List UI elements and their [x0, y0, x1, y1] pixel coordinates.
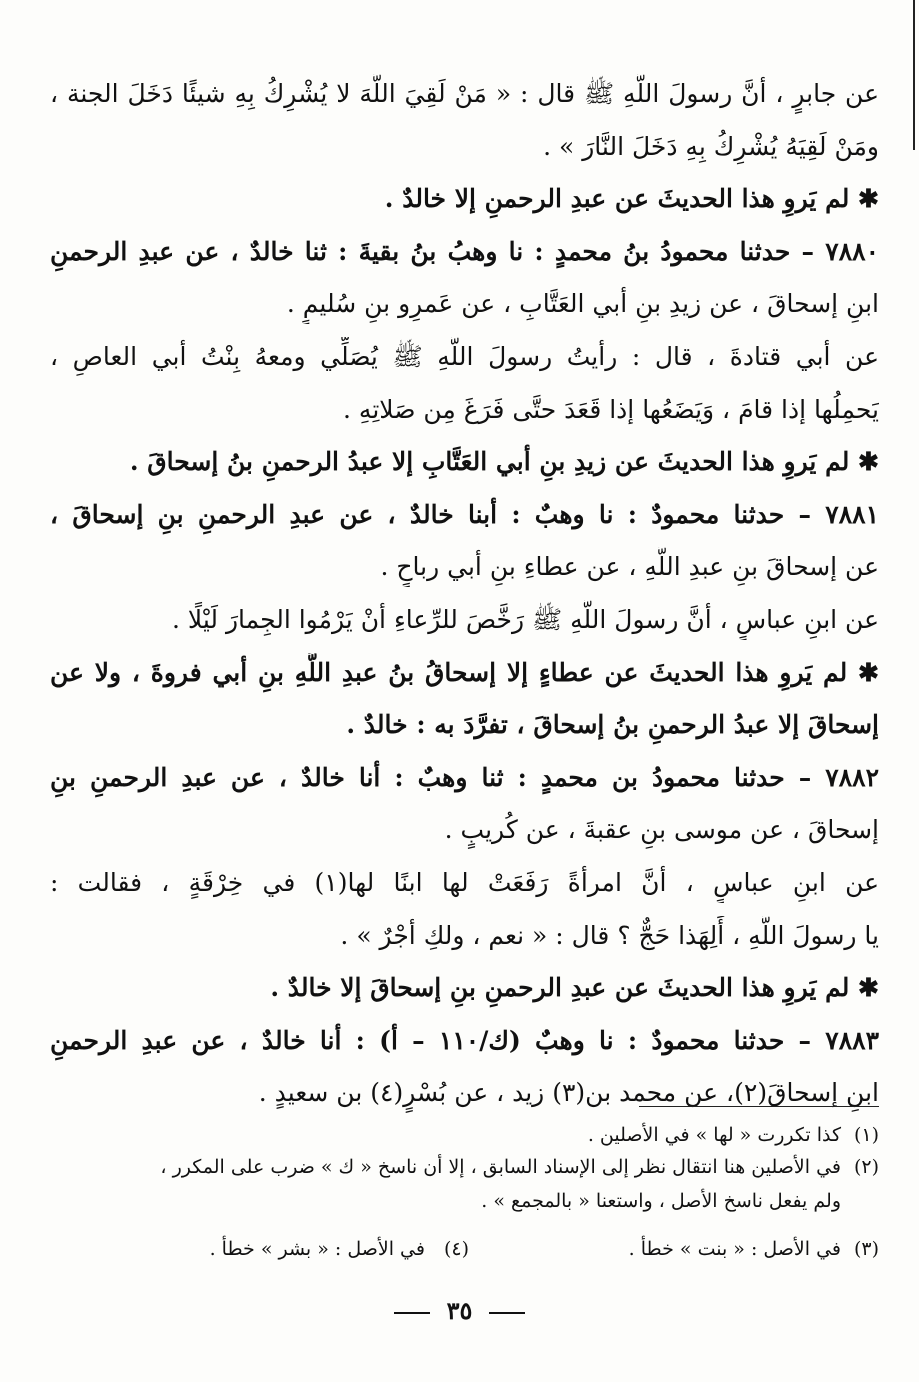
- remark-line: ✱ لم يَروِ هذا الحديثَ عن عبدِ الرحمنِ بنِ إسحاقَ إلا خالدٌ .: [270, 973, 879, 1003]
- footnote-number: (١): [853, 1124, 879, 1146]
- page-number-dash-left: [394, 1312, 430, 1314]
- text-line: عن جابرٍ ، أنَّ رسولَ اللَّهِ ﷺ قال : « مَنْ لَقِيَ اللَّهَ لا يُشْرِكُ بِهِ شيئًا دَخَلَ الجنة ،: [50, 79, 879, 108]
- text-line: عن أبي قتادةَ ، قال : رأيتُ رسولَ اللَّهِ ﷺ يُصَلِّي ومعهُ بِنْتُ أبي العاصِ ،: [50, 342, 879, 371]
- footnote-number: (٣): [853, 1238, 879, 1260]
- page-number-dash-right: [489, 1312, 525, 1314]
- hadith-isnad-line: ٧٨٨٣ – حدثنا محمودٌ : نا وهبٌ (ك/١١٠ – أ) : أنا خالدٌ ، عن عبدِ الرحمنِ: [50, 1025, 879, 1055]
- hadith-isnad-line: ٧٨٨١ – حدثنا محمودٌ : نا وهبٌ : أبنا خالدٌ ، عن عبدِ الرحمنِ بنِ إسحاقَ ،: [50, 499, 879, 529]
- text-line: عن ابنِ عباسٍ ، أنَّ امرأةً رَفَعَتْ لها ابنًا لها(١) في خِرْقَةٍ ، فقالت :: [50, 868, 879, 897]
- footnote: [40, 1186, 879, 1216]
- footnote: [40, 1152, 879, 1182]
- remark-line: ✱ لم يَروِ هذا الحديثَ عن عبدِ الرحمنِ إلا خالدٌ .: [384, 184, 879, 214]
- footnote-rule: [639, 1106, 879, 1107]
- footnote: [40, 1120, 879, 1150]
- footnote-text: كذا تكررت « لها » في الأصلين .: [587, 1124, 841, 1146]
- footnote-4: [40, 1234, 469, 1264]
- text-line: يا رسولَ اللَّهِ ، أَلِهَذا حَجٌّ ؟ قال : « نعم ، ولكِ أجْرٌ » .: [340, 920, 879, 950]
- text-line: ومَنْ لَقِيَهُ يُشْرِكُ بِهِ دَخَلَ النَّارَ » .: [543, 131, 879, 161]
- margin-mark: [913, 0, 915, 150]
- footnote-number: (٢): [853, 1156, 879, 1178]
- hadith-isnad-line: ٧٨٨٢ – حدثنا محمودُ بن محمدٍ : ثنا وهبٌ : أنا خالدٌ ، عن عبدِ الرحمنِ بنِ: [50, 762, 879, 792]
- text-line: ابنِ إسحاقَ(٢)، عن محمد بن(٣) زيد ، عن بُسْرٍ(٤) بن سعيدٍ .: [258, 1078, 879, 1108]
- text-line: يَحمِلُها إذا قامَ ، وَيَضَعُها إذا قَعَدَ حتَّى فَرَغَ مِن صَلاتِهِ .: [343, 394, 879, 424]
- footnote-text: ولم يفعل ناسخ الأصل ، واستعنا « بالمجمع » .: [481, 1190, 841, 1212]
- footnote-text: في الأصل : « بنت » خطأ .: [628, 1238, 841, 1260]
- footnote-text: في الأصل : « بشر » خطأ .: [209, 1238, 425, 1260]
- text-line: عن ابنِ عباسٍ ، أنَّ رسولَ اللَّهِ ﷺ رَخَّصَ للرِّعاءِ أنْ يَرْمُوا الجِمارَ لَيْلًا .: [172, 605, 879, 634]
- page-number: [0, 1296, 919, 1325]
- text-line: ابنِ إسحاقَ ، عن زيدِ بنِ أبي العَتَّابِ ، عن عَمرِو بنِ سُليمٍ .: [286, 289, 879, 319]
- text-line: عن إسحاقَ بنِ عبدِ اللَّهِ ، عن عطاءِ بنِ أبي رباحٍ .: [380, 552, 879, 582]
- hadith-isnad-line: ٧٨٨٠ – حدثنا محمودُ بنُ محمدٍ : نا وهبُ بنُ بقيةَ : ثنا خالدٌ ، عن عبدِ الرحمنِ: [50, 236, 879, 266]
- footnote-number: (٤): [443, 1238, 469, 1260]
- remark-line: إسحاقَ إلا عبدُ الرحمنِ بنُ إسحاقَ ، تفرَّدَ به : خالدٌ .: [346, 710, 879, 740]
- remark-line: ✱ لم يَروِ هذا الحديثَ عن زيدِ بنِ أبي العَتَّابِ إلا عبدُ الرحمنِ بنُ إسحاقَ .: [129, 447, 879, 477]
- remark-line: ✱ لم يَروِ هذا الحديثَ عن عطاءٍ إلا إسحاقُ بنُ عبدِ اللَّهِ بنِ أبي فروةَ ، ولا عن: [50, 657, 879, 687]
- page-number-value: ٣٥: [446, 1296, 473, 1325]
- text-line: إسحاقَ ، عن موسى بنِ عقبةَ ، عن كُريبٍ .: [444, 815, 879, 845]
- footnote-text: في الأصلين هنا انتقال نظر إلى الإسناد السابق ، إلا أن ناسخ « ك » ضرب على المكرر ،: [160, 1156, 841, 1178]
